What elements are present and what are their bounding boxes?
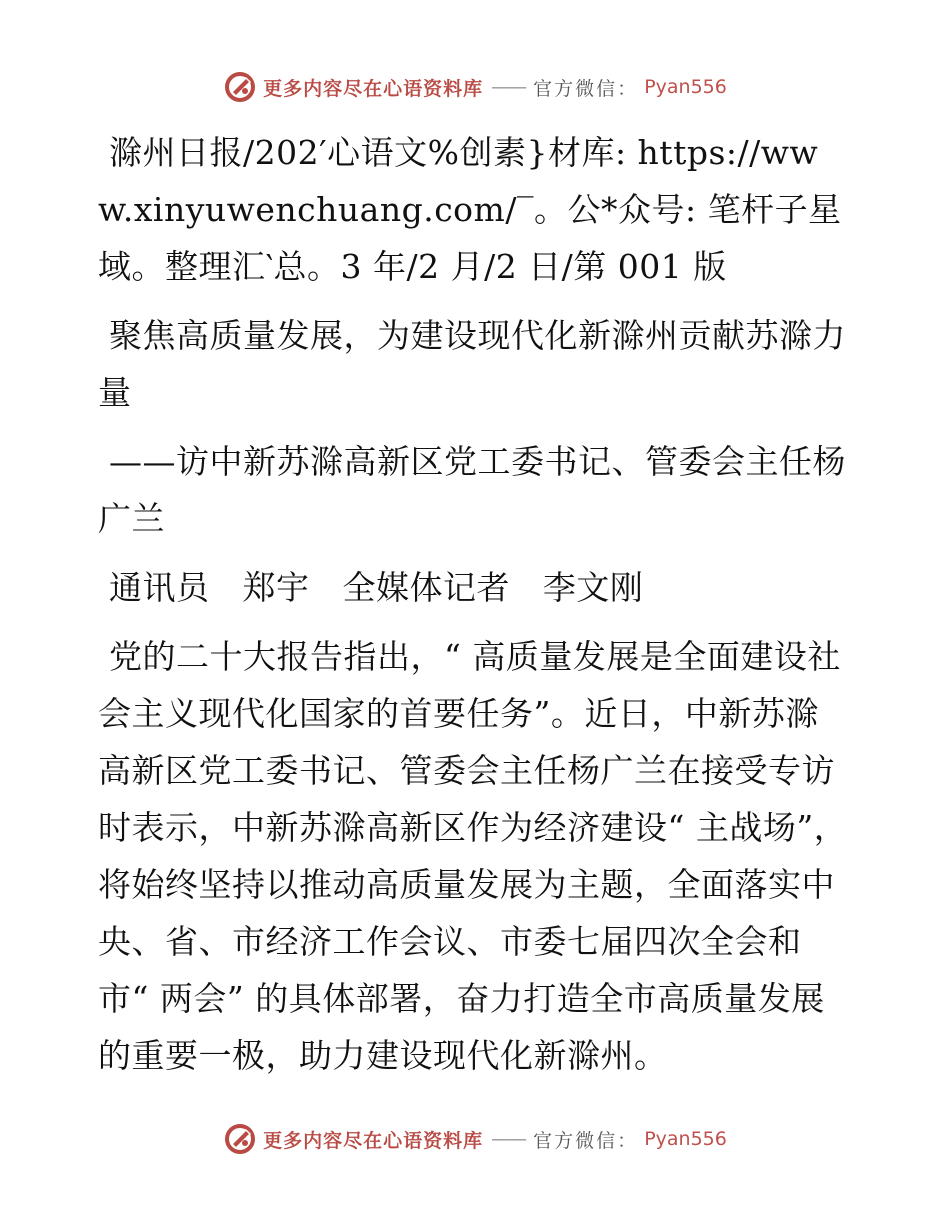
- watermark-dash: ——: [491, 1128, 526, 1150]
- body-paragraph: 党的二十大报告指出，“ 高质量发展是全面建设社会主义现代化国家的首要任务”。近日，中新苏滁高新区党工委书记、管委会主任杨广兰在接受专访时表示，中新苏滁高新区作为经济建设“ 主战场”，将始终坚持以推动高质量发展为主题，全面落实中央、省、市经济工作会议、市委七届四次全会和市“ 两会” 的具体部署，奋力打造全市高质量发展的重要一极，助力建设现代化新滁州。: [98, 637, 848, 1075]
- article-subtitle: ——访中新苏滁高新区党工委书记、管委会主任杨广兰: [98, 442, 846, 538]
- header-watermark: [0, 70, 950, 104]
- watermark-official-label: 官方微信：: [533, 1129, 639, 1152]
- byline: 通讯员 郑宇 全媒体记者 李文刚: [109, 568, 644, 607]
- footer-watermark: [0, 1122, 950, 1156]
- brand-logo-icon: [223, 70, 257, 104]
- article-title: 聚焦高质量发展，为建设现代化新滁州贡献苏滁力量: [98, 316, 846, 412]
- watermark-wechat-id: Pyan556: [644, 76, 727, 98]
- watermark-slogan: 更多内容尽在心语资料库: [263, 1129, 484, 1152]
- watermark-slogan: 更多内容尽在心语资料库: [263, 77, 484, 100]
- watermark-dash: ——: [491, 76, 526, 98]
- article: [98, 124, 850, 1084]
- brand-logo-icon: [223, 1122, 257, 1156]
- source-line: 滁州日报/202′心语文%创素}材库: https://www.xinyuwenchuang.com/‾。公*众号: 笔杆子星域。整理汇‵总。3 年/2 月/2 日/第 001 版: [98, 133, 842, 286]
- watermark-wechat-id: Pyan556: [644, 1128, 727, 1150]
- watermark-official-label: 官方微信：: [533, 77, 639, 100]
